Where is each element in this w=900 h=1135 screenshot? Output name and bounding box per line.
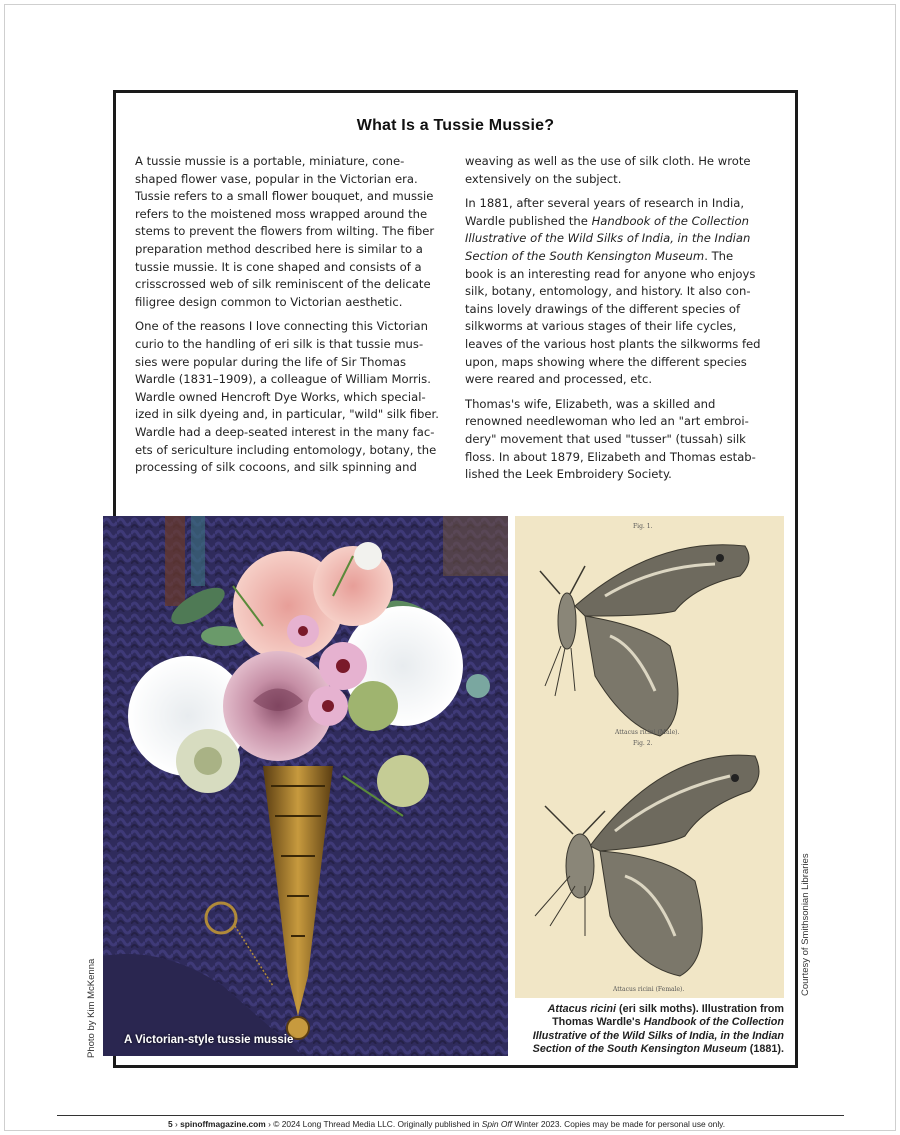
- text-line: sies were popular during the life of Sir Thomas: [135, 354, 406, 369]
- page-number: 5: [168, 1119, 173, 1129]
- plate-label: Fig. 2.: [633, 740, 653, 747]
- book-title: Section of the South Kensington Museum: [532, 1043, 747, 1056]
- text-run: . The: [704, 248, 734, 263]
- tussie-mussie-photo: [103, 516, 508, 1056]
- text-line: [465, 248, 777, 266]
- text-line: crisscrossed web of silk reminiscent of the delicate: [135, 277, 431, 292]
- separator: ›: [175, 1119, 178, 1129]
- text-line: lished the Leek Embroidery Society.: [465, 467, 672, 482]
- text-line: renowned needlewoman who led an "art embroi-: [465, 414, 749, 429]
- text-line: Wardle had a deep-seated interest in the many fac-: [135, 424, 435, 439]
- text-run: Thomas Wardle's: [552, 1016, 644, 1029]
- paragraph: [465, 396, 777, 484]
- caption-line: [515, 1030, 784, 1043]
- footer-rule: [57, 1115, 844, 1116]
- text-line: One of the reasons I love connecting this Victorian: [135, 319, 428, 334]
- text-line: tains lovely drawings of the different species of: [465, 301, 741, 316]
- text-run: Wardle published the: [465, 213, 592, 228]
- paragraph: [465, 153, 777, 188]
- site-link[interactable]: spinoffmagazine.com: [180, 1119, 266, 1129]
- caption-line: [515, 1043, 784, 1056]
- text-line: silk, botany, entomology, and history. It also con-: [465, 284, 751, 299]
- text-run: (eri silk moths). Illustration from: [616, 1003, 784, 1015]
- text-line: tussie mussie. It is cone shaped and consists of a: [135, 259, 422, 274]
- text-line: refers to the moistened moss wrapped around the: [135, 206, 428, 221]
- text-line: ized in silk dyeing and, in particular, "wild" silk fiber.: [135, 407, 439, 422]
- text-line: extensively on the subject.: [465, 171, 622, 186]
- book-title: Handbook of the Collection: [591, 213, 749, 228]
- text-line: book is an interesting read for anyone who enjoys: [465, 266, 756, 281]
- text-line: shaped flower vase, popular in the Victorian era.: [135, 171, 418, 186]
- book-title: Illustrative of the Wild Silks of India, in the Indian: [465, 231, 751, 246]
- plate-label: Attacus ricini (Male).: [615, 729, 680, 736]
- text-line: were reared and processed, etc.: [465, 372, 653, 387]
- species-name: Attacus ricini: [547, 1003, 617, 1015]
- book-title: Handbook of the Collection: [643, 1016, 784, 1029]
- paragraph: [465, 195, 777, 389]
- text-line: weaving as well as the use of silk cloth. He wrote: [465, 154, 751, 168]
- separator: ›: [268, 1119, 271, 1129]
- copyright-text: © 2024 Long Thread Media LLC. Originally published in: [273, 1119, 482, 1129]
- female-moth: [535, 755, 759, 976]
- text-line: preparation method described here is similar to a: [135, 241, 423, 256]
- text-line: dery" movement that used "tusser" (tussah) silk: [465, 431, 746, 446]
- paragraph: [135, 153, 447, 311]
- book-title: Illustrative of the Wild Silks of India, in the Indian: [532, 1029, 784, 1042]
- moth-plate: [515, 516, 784, 998]
- plate-label: Attacus ricini (Female).: [613, 986, 685, 993]
- male-moth: [540, 545, 749, 736]
- text-line: floss. In about 1879, Elizabeth and Thomas estab-: [465, 449, 756, 464]
- text-line: [465, 213, 777, 231]
- plate-caption: [515, 1003, 784, 1057]
- right-column: [465, 153, 777, 491]
- book-title: Section of the South Kensington Museum: [465, 248, 705, 263]
- copyright-text: Winter 2023. Copies may be made for personal use only.: [512, 1119, 726, 1129]
- photo-caption: A Victorian-style tussie mussie: [124, 1034, 294, 1046]
- text-line: stems to prevent the flowers from wilting. The fiber: [135, 224, 435, 239]
- magazine-name: Spin Off: [481, 1119, 513, 1129]
- text-line: Tussie refers to a small flower bouquet, and mussie: [135, 189, 434, 204]
- bouquet-illustration: [103, 516, 508, 1056]
- caption-line: [515, 1016, 784, 1029]
- text-line: Wardle owned Hencroft Dye Works, which special-: [135, 389, 426, 404]
- text-line: A tussie mussie is a portable, miniature, cone-: [135, 154, 405, 168]
- text-line: curio to the handling of eri silk is that tussie mus-: [135, 336, 424, 351]
- caption-line: [515, 1003, 784, 1016]
- text-run: (1881).: [746, 1043, 784, 1056]
- paragraph: [135, 318, 447, 476]
- text-line: ets of sericulture including entomology, botany, the: [135, 442, 437, 457]
- text-line: processing of silk cocoons, and silk spinning and: [135, 460, 417, 475]
- text-line: silkworms at various stages of their life cycles,: [465, 319, 737, 334]
- text-line: filigree design common to Victorian aesthetic.: [135, 294, 403, 309]
- text-line: Thomas's wife, Elizabeth, was a skilled and: [465, 396, 716, 411]
- text-line: upon, maps showing where the different species: [465, 354, 747, 369]
- text-line: leaves of the various host plants the silkworms fed: [465, 336, 761, 351]
- left-column: [135, 153, 447, 484]
- illustration-credit: Courtesy of Smithsonian Libraries: [800, 853, 811, 996]
- footer: [168, 1119, 725, 1129]
- photo-credit: Photo by Kim McKenna: [86, 958, 97, 1058]
- moth-illustration: [515, 516, 784, 998]
- text-line: Wardle (1831–1909), a colleague of William Morris.: [135, 372, 431, 387]
- text-line: In 1881, after several years of research in India,: [465, 196, 745, 211]
- sidebar-title: What Is a Tussie Mussie?: [356, 117, 555, 134]
- plate-label: Fig. 1.: [633, 523, 653, 530]
